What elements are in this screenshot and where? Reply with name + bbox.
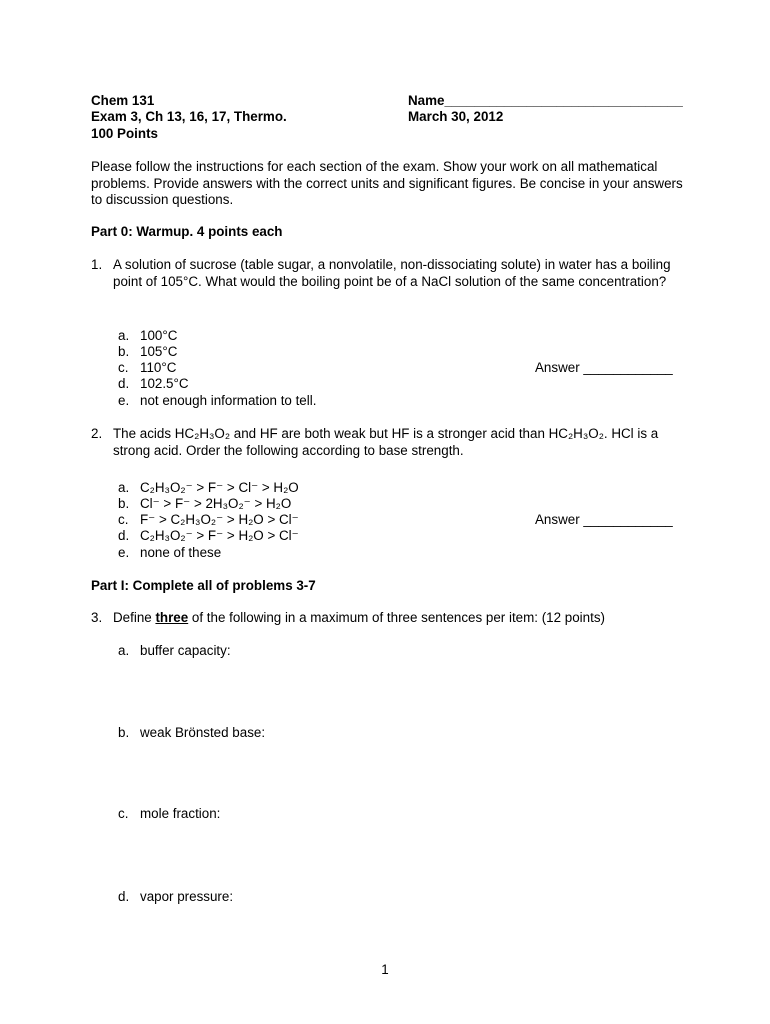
instructions: Please follow the instructions for each section of the exam. Show your work on all mathematical problems. Provide answers with the correct units and significant figures. Be concise in your answers to discussion questions. — [91, 159, 683, 207]
q1-option-b-letter: b. — [118, 344, 130, 359]
q3-item-b: weak Brönsted base: — [140, 725, 266, 740]
q1-number: 1. — [91, 257, 103, 272]
q2-option-b-letter: b. — [118, 496, 130, 511]
q1-option-d-letter: d. — [118, 376, 130, 391]
q1-option-a: 100°C — [140, 328, 178, 343]
q2-option-a-letter: a. — [118, 480, 130, 495]
q3-item-a: buffer capacity: — [140, 643, 231, 658]
exam-date: March 30, 2012 — [408, 109, 504, 124]
q2-option-d-letter: d. — [118, 528, 130, 543]
q1-answer-blank: Answer ____________ — [535, 360, 673, 375]
q3-item-d-letter: d. — [118, 889, 130, 904]
q2-option-a: C₂H₃O₂⁻ > F⁻ > Cl⁻ > H₂O — [140, 480, 299, 495]
q3-text — [113, 610, 688, 627]
q3-text-before: Define — [113, 610, 156, 625]
points-total: 100 Points — [91, 126, 158, 141]
q2-answer-blank: Answer ____________ — [535, 512, 673, 527]
q1-option-d: 102.5°C — [140, 376, 189, 391]
q3-item-a-letter: a. — [118, 643, 130, 658]
q3-emphasis: three — [155, 610, 189, 625]
q2-option-d: C₂H₃O₂⁻ > F⁻ > H₂O > Cl⁻ — [140, 528, 299, 543]
name-line: Name________________________________ — [408, 93, 683, 108]
exam-subtitle: Exam 3, Ch 13, 16, 17, Thermo. — [91, 109, 287, 124]
q1-option-c: 110°C — [140, 360, 177, 375]
q3-text-after: of the following in a maximum of three sentences per item: (12 points) — [188, 610, 605, 625]
q3-item-c-letter: c. — [118, 806, 129, 821]
q1-option-e: not enough information to tell. — [140, 393, 317, 408]
q1-option-c-letter: c. — [118, 360, 129, 375]
q2-option-e: none of these — [140, 545, 222, 560]
q3-number: 3. — [91, 610, 103, 625]
q2-number: 2. — [91, 426, 103, 441]
part1-heading: Part I: Complete all of problems 3-7 — [91, 578, 316, 593]
q2-option-c: F⁻ > C₂H₃O₂⁻ > H₂O > Cl⁻ — [140, 512, 299, 527]
q1-option-a-letter: a. — [118, 328, 130, 343]
q2-option-e-letter: e. — [118, 545, 130, 560]
q3-item-d: vapor pressure: — [140, 889, 234, 904]
q1-option-e-letter: e. — [118, 393, 130, 408]
q3-item-c: mole fraction: — [140, 806, 221, 821]
part0-heading: Part 0: Warmup. 4 points each — [91, 224, 283, 239]
q2-text: The acids HC₂H₃O₂ and HF are both weak but HF is a stronger acid than HC₂H₃O₂. HCl is a strong acid. Order the following according to base strength. — [113, 426, 659, 458]
q1-option-b: 105°C — [140, 344, 178, 359]
q3-item-b-letter: b. — [118, 725, 130, 740]
course-title: Chem 131 — [91, 93, 155, 108]
q2-option-c-letter: c. — [118, 512, 129, 527]
page-number: 1 — [381, 962, 389, 977]
q2-option-b: Cl⁻ > F⁻ > 2H₃O₂⁻ > H₂O — [140, 496, 292, 511]
q1-text: A solution of sucrose (table sugar, a nonvolatile, non-dissociating solute) in water has a boiling point of 105°C. What would the boiling point be of a NaCl solution of the same concentration? — [113, 257, 671, 289]
